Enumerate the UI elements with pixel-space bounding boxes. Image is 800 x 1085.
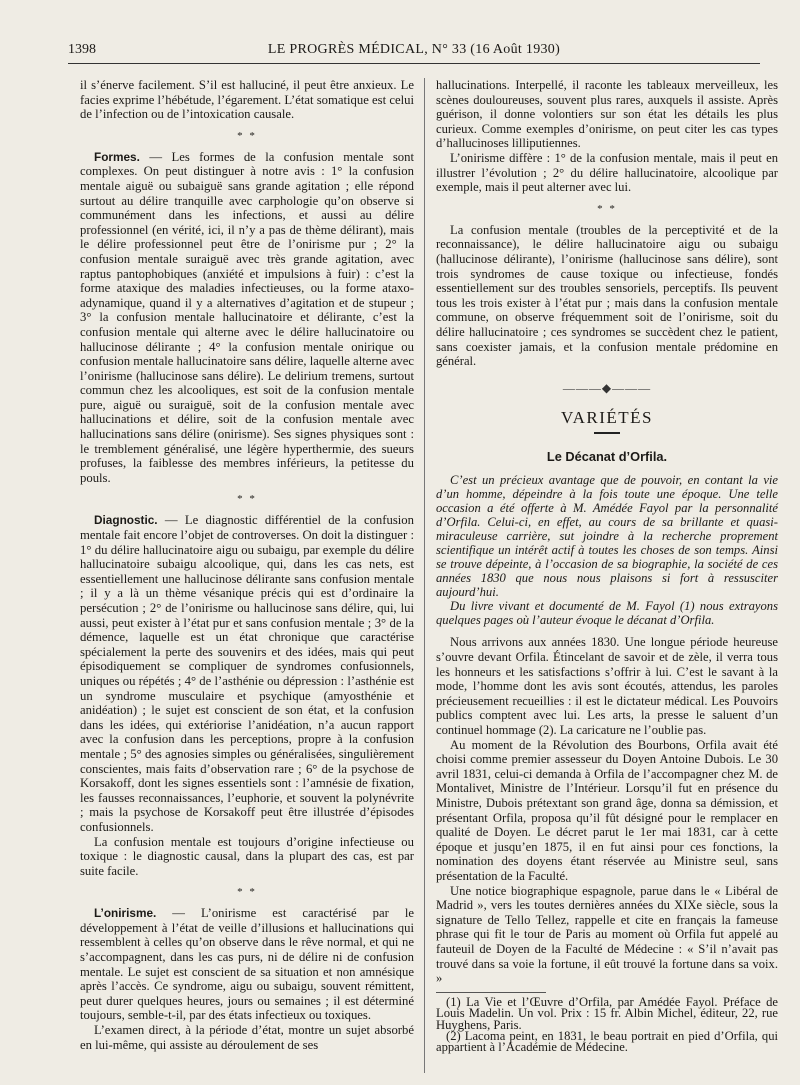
paragraph-formes bbox=[80, 150, 414, 486]
epigraph-paragraph: C’est un précieux avantage que de pouvoir, en contant la vie d’un homme, dépeindre à la fois toute une époque. Une telle occasion a été offerte à M. Amédée Fayol par la personnalité d’Orfila. Celui-ci, en effet, au cours de sa brillante et quasi-miraculeuse carrière, sut joindre à la recherche proprement scientifique un intérêt actif à toutes les choses de son temps. Ainsi se trouve dépeinte, à l’occasion de sa biographie, la société de ces années 1830 que nous nous plaisons si fort à ressusciter aujourd’hui. bbox=[436, 473, 778, 599]
paragraph-onirisme bbox=[80, 906, 414, 1023]
paragraph-onirisme-2: L’examen direct, à la période d’état, montre un sujet absorbé en lui-même, qui assiste au déroulement de ses bbox=[80, 1023, 414, 1052]
spacer bbox=[436, 627, 778, 635]
page-number: 1398 bbox=[68, 42, 96, 57]
paragraph-intro: il s’énerve facilement. S’il est halluciné, il peut être anxieux. Le facies exprime l’hébétude, l’égarement. L’état somatique est celui de l’infection ou de l’intoxication causale. bbox=[80, 78, 414, 122]
epigraph-paragraph: Du livre vivant et documenté de M. Fayol (1) nous extrayons quelques pages où l’auteur évoque le décanat d’Orfila. bbox=[436, 598, 778, 627]
column-separator bbox=[424, 78, 425, 1073]
footnote-rule bbox=[436, 992, 546, 993]
section-title: VARIÉTÉS bbox=[561, 408, 653, 428]
paragraph-diagnostic bbox=[80, 513, 414, 834]
paragraph-onirisme-differe: L’onirisme diffère : 1° de la confusion mentale, mais il peut en illustrer l’évolution ; 2° du délire hallucinatoire, alcoolique par exemple, mais il peut alterner avec lui. bbox=[436, 150, 778, 195]
heading-diagnostic: Diagnostic. bbox=[94, 513, 158, 528]
article-title: Le Décanat d’Orfila. bbox=[546, 448, 668, 464]
text-formes: — Les formes de la confusion mentale sont complexes. On peut distinguer à notre avis : 1° la confusion mentale aiguë ou subaiguë sans grande agitation ; elle répond surtout au délire tranquille avec carphologie qu’on observe si communément dans les infections, et aussi au délire professionnel (en vérité, ici, il n’y a pas de thème délirant), mais le délire professionnel peut être de l’onirisme pur ; 2° la confusion mentale suraiguë avec très grande agitation, avec raptus pantophobiques (anxiété et impulsions à fuir) : c’est la forme ataxique des maladies infectieuses, ou la forme ataxo-adynamique, quand il y a alternatives d’agitation et de stupeur ; 3° la confusion mentale hallucinatoire et délirante, c’est la confusion mentale qui alterne avec le délire hallucinatoire ou hallucinose délirante ; 4° la confusion mentale onirique ou confusion mentale hallucinatoire sans délire, laquelle alterne avec l’onirisme (hallucinose sans délire). Le delirium tremens, surtout commun chez les alcooliques, est soit de la confusion mentale pure, aiguë ou suraiguë, soit de la confusion mentale avec hallucinations et délire, soit de la confusion mentale avec hallucinations sans délire (onirisme). Ses signes physiques sont : le tremblement généralisé, une légère hyperthermie, des sueurs profuses, la faiblesse des membres inférieurs, la petitesse du pouls. bbox=[80, 149, 414, 485]
paragraph-diagnostic-2: La confusion mentale est toujours d’origine infectieuse ou toxique : le diagnostic causal, dans la plupart des cas, est par suite facile. bbox=[80, 834, 414, 878]
ornamental-divider: ———◆——— bbox=[562, 380, 652, 395]
heading-formes: Formes. bbox=[94, 149, 140, 164]
page-header bbox=[68, 42, 760, 62]
heading-onirisme: L’onirisme. bbox=[94, 906, 157, 921]
section-title-underline bbox=[594, 432, 620, 434]
section-stars: * * bbox=[237, 129, 257, 142]
left-column bbox=[80, 78, 414, 1052]
paragraph-notice: Une notice biographique espagnole, parue dans le « Libéral de Madrid », vers les toutes dernières années du XIXe siècle, sous la signature de Tello Tellez, rappelle et cite en français la fameuse phrase qui fit le tour de Paris au moment où Orfila fut appelé au fauteuil de Doyen de la Faculté de Médecine : « S’il n’avait pas trouvé dans sa voie la fortune, il eût trouvé la fortune dans sa voix. » bbox=[436, 883, 778, 986]
paragraph-1830: Nous arrivons aux années 1830. Une longue période heureuse s’ouvre devant Orfila. Étincelant de savoir et de zèle, il verra tous les honneurs et les satisfactions s’offrir à lui. C’est le savant à la mode, l’homme dont les avis sont écoutés, attendus, les paroles précieusement recueillies : il est le dictateur médical. Les Pouvoirs publics comptent avec lui. Les arts, la presse le saluent d’un continuel hommage (2). La caricature ne l’oublie pas. bbox=[436, 635, 778, 737]
right-column bbox=[436, 78, 778, 1054]
footnotes bbox=[436, 994, 778, 1055]
section-stars: * * bbox=[237, 886, 257, 899]
running-title: LE PROGRÈS MÉDICAL, N° 33 (16 Août 1930) bbox=[267, 42, 561, 57]
footnote-1: (1) La Vie et l’Œuvre d’Orfila, par Amédée Fayol. Préface de Louis Madelin. Un vol. Prix : 15 fr. Albin Michel, éditeur, 22, rue Huyghens, Paris. bbox=[436, 994, 778, 1032]
header-rule bbox=[68, 63, 760, 64]
paragraph-summary: La confusion mentale (troubles de la perceptivité et de la reconnaissance), le délire hallucinatoire aigu ou subaigu (hallucinose délirante), l’onirisme (hallucinose sans délire), sont trois syndromes de cause toxique ou infectieuse, fondés essentiellement sur des troubles sensoriels, perceptifs. Ils peuvent tous les trois exister à l’état pur ; mais dans la confusion mentale commune, on observe fréquemment soit de l’onirisme, soit du délire hallucinatoire ; ces syndromes se succèdent chez le patient, sans coexister jamais, et la confusion mentale prédomine en général. bbox=[436, 222, 778, 369]
text-onirisme: — L’onirisme est caractérisé par le développement à l’état de veille d’illusions et hallucinations qui ressemblent à celles qu’on observe dans le rêve normal, et qui ne s’accompagnent, dans les cas purs, ni de délire ni de confusion mentale. Le sujet est conscient de sa situation et non amnésique après l’accès. Ce syndrome, aigu ou subaigu, souvent rémittent, peut durer quelques heures, jours ou semaines ; il est déterminé toujours, semble-t-il, par des états infectieux ou toxiques. bbox=[80, 906, 414, 1023]
section-stars: * * bbox=[237, 493, 257, 506]
text-diagnostic: — Le diagnostic différentiel de la confusion mentale fait encore l’objet de controverses. On doit la distinguer : 1° du délire hallucinatoire aigu ou subaigu, par exemple du délire hallucinatoire subaigu alcoolique, qui, dans les cas nets, est essentiellement une hallucinose délirante sans confusion mentale ; il y a là un thème vésanique précis qui est d’ordinaire la persécution ; 2° de l’onirisme ou hallucinose sans délire, qui, lui aussi, peut exister à l’état pur et sans confusion mentale ; 3° de la démence, laquelle est un état chronique que caractérise spécialement la perte des souvenirs et des idées, mais qui peut épisodiquement se compliquer de syndromes confusionnels, uniques ou répétés ; 4° de l’asthénie ou dépression : l’asthénie est un syndrome musculaire et psychique (amyosthénie et anidéation) ; le sujet est conscient de son état, et la confusion dans les idées, qui extériorise l’anidéation, n’a aucun rapport avec la confusion dans les perceptions, propre à la confusion mentale ; 5° des agnosies simples ou généralisées, singulièrement conscientes, mais faits d’observation rare ; 6° de la psychose de Korsakoff, dont les signes essentiels sont : l’amnésie de fixation, les fausses reconnaissances, l’euphorie, et souvent la polynévrite ; mais la psychose de Korsakoff peut être illustrée d’épisodes confusionnels. bbox=[80, 513, 414, 834]
footnote-2: (2) Lacoma peint, en 1831, le beau portrait en pied d’Orfila, qui appartient à l’Académie de Médecine. bbox=[436, 1028, 778, 1055]
paragraph-continuation: hallucinations. Interpellé, il raconte les tableaux merveilleux, les scènes douloureuses, souvent plus rares, auxquels il assiste. Après guérison, il donne volontiers sur son état les détails les plus curieux. Comme exemples d’onirisme, on peut citer les cas types d’hallucinoses lilliputiennes. bbox=[436, 78, 778, 151]
paragraph-revolution: Au moment de la Révolution des Bourbons, Orfila avait été choisi comme premier assesseur du Doyen Antoine Dubois. Le 30 avril 1831, celui-ci demanda à Orfila de l’accompagner chez M. de Montalivet, Ministre de l’Intérieur. Lorsqu’il fut en présence du Ministre, Dubois prétextant son grand âge, donna sa démission, et présentant Orfila, proposa qu’il fût désigné pour le remplacer en qualité de Doyen. Le décret parut le 1er mai 1831, car à cette époque et jusqu’en 1875, il en fut ainsi pour ces fonctions, la nomination des doyens étant réservée au Ministre seul, sans présentation de la Faculté. bbox=[436, 737, 778, 883]
section-stars: * * bbox=[597, 202, 617, 215]
